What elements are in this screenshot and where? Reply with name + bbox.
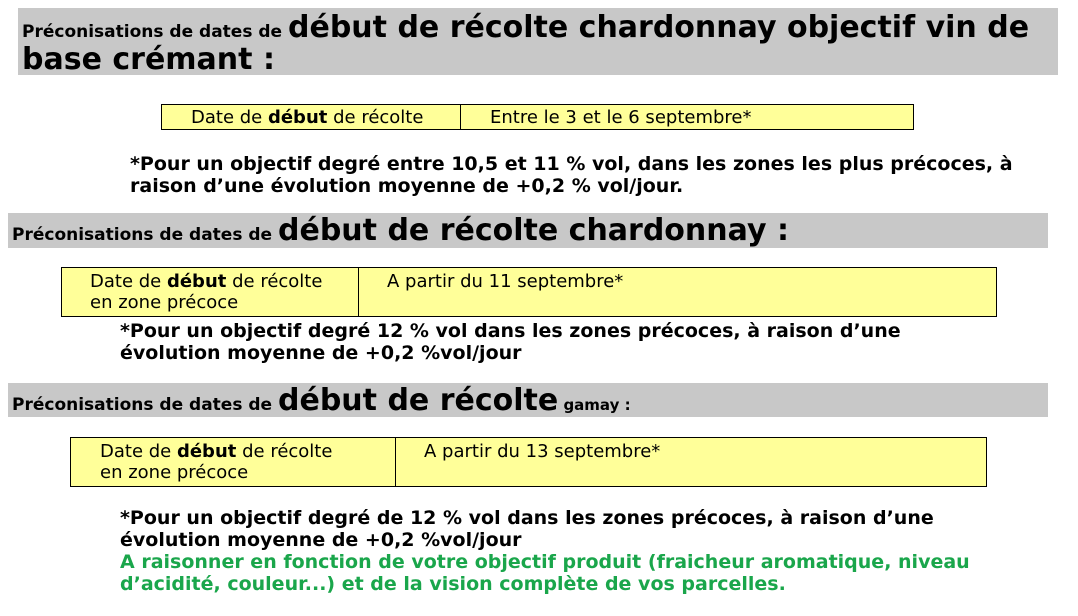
section1-heading-small: Préconisations de dates de [22, 22, 288, 42]
section3-label-line2: en zone précoce [100, 462, 249, 483]
section1-heading-big: début de récolte chardonnay objectif vin de base crémant : [22, 10, 1030, 77]
section2-label-post: de récolte [226, 271, 323, 292]
section2-note [120, 320, 1060, 364]
section1-label-cell [162, 105, 461, 129]
section1-table [161, 104, 914, 130]
section3-label-cell [71, 438, 396, 486]
section3-value: A partir du 13 septembre* [424, 441, 661, 462]
section2-heading [8, 213, 1048, 248]
section3-heading [8, 383, 1048, 417]
section1-label-pre: Date de [191, 107, 268, 128]
section2-value: A partir du 11 septembre* [387, 271, 624, 292]
section3-value-cell [396, 438, 986, 486]
section2-value-cell [359, 268, 996, 316]
section2-label-pre: Date de [90, 271, 167, 292]
section2-label-bold: début [166, 271, 227, 292]
section3-advice-line1: A raisonner en fonction de votre objectif produit (fraicheur aromatique, niveau [120, 551, 970, 573]
section3-heading-tail: gamay : [558, 396, 631, 414]
section1-note-line2: raison d’une évolution moyenne de +0,2 % vol/jour. [130, 175, 684, 197]
section1-note-line1: *Pour un objectif degré entre 10,5 et 11 % vol, dans les zones les plus précoces, à [130, 153, 1013, 175]
section2-heading-big: début de récolte chardonnay : [278, 213, 789, 248]
section3-table [70, 437, 987, 487]
section1-heading [18, 8, 1058, 75]
section3-note [120, 507, 1070, 595]
section2-note-line2: évolution moyenne de +0,2 %vol/jour [120, 342, 522, 364]
section1-value-cell [461, 105, 913, 129]
section2-table [61, 267, 997, 317]
section3-heading-small: Préconisations de dates de [12, 395, 278, 415]
section3-advice-line2: d’acidité, couleur...) et de la vision complète de vos parcelles. [120, 573, 786, 595]
section1-note [130, 153, 1070, 197]
section3-label-bold: début [176, 441, 237, 462]
section3-label-post: de récolte [236, 441, 333, 462]
section3-note-line1: *Pour un objectif degré de 12 % vol dans les zones précoces, à raison d’une [120, 507, 934, 529]
section1-value: Entre le 3 et le 6 septembre* [490, 107, 752, 128]
section3-heading-big: début de récolte [278, 383, 559, 418]
section2-label-cell [62, 268, 359, 316]
section1-label-bold: début [267, 107, 328, 128]
section1-label-post: de récolte [327, 107, 424, 128]
section2-label-line2: en zone précoce [90, 292, 239, 313]
section3-label-pre: Date de [100, 441, 177, 462]
section2-heading-small: Préconisations de dates de [12, 225, 278, 245]
section3-note-line2: évolution moyenne de +0,2 %vol/jour [120, 529, 522, 551]
section2-note-line1: *Pour un objectif degré 12 % vol dans les zones précoces, à raison d’une [120, 320, 901, 342]
